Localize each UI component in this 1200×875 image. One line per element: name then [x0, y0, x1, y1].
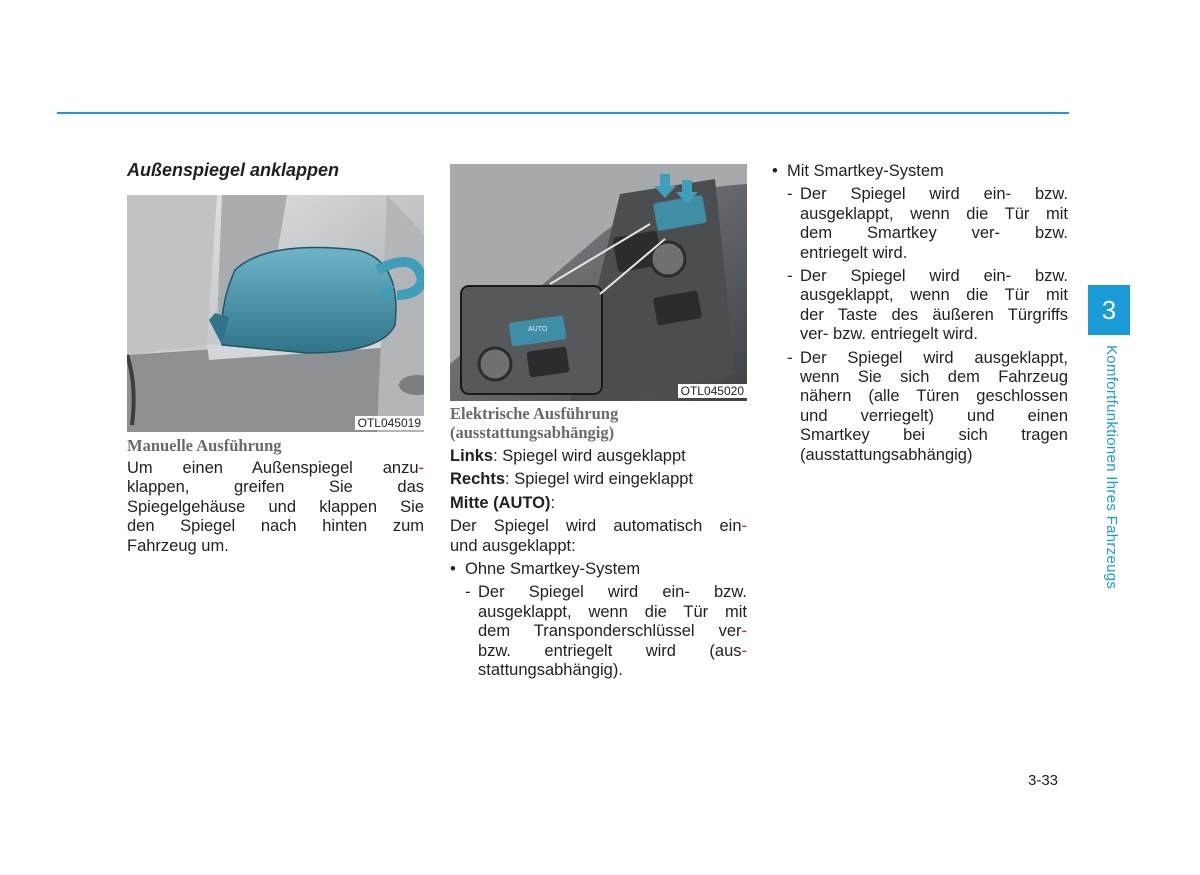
- dash-item: - Der Spiegel wird ausgeklappt, wenn Sie sich dem Fahrzeug nähern (alle Türen geschlossen und verriegelt) und einen Smartkey bei sich tragen (ausstattungsabhängig): [787, 349, 1068, 465]
- electric-caption-line2: (ausstattungsabhängig): [450, 423, 615, 442]
- auto-line: Der Spiegel wird automatisch ein-: [450, 517, 747, 536]
- manual-text: [127, 459, 424, 556]
- header-rule: [57, 112, 1069, 114]
- electric-caption: [450, 404, 618, 442]
- auto-line: und ausgeklappt:: [450, 536, 576, 555]
- manual-line: den Spiegel nach hinten zum: [127, 517, 424, 536]
- manual-line: Spiegelgehäuse und klappen Sie: [127, 497, 424, 516]
- dash-item: - Der Spiegel wird ein- bzw. ausgeklappt, wenn die Tür mit dem Smartkey ver- bzw. entriegelt wird.: [787, 185, 1068, 263]
- dash-item: - Der Spiegel wird ein- bzw. ausgeklappt, wenn die Tür mit der Taste des äußeren Türgriffs ver- bzw. entriegelt wird.: [787, 267, 1068, 345]
- manual-caption: Manuelle Ausführung: [127, 436, 282, 455]
- rechts-row: Rechts: Spiegel wird eingeklappt: [450, 470, 694, 489]
- mirror-illustration: [127, 195, 424, 432]
- bullet-item: • Ohne Smartkey-System: [450, 560, 747, 579]
- page-number: 3-33: [1028, 772, 1059, 789]
- switch-illustration: [450, 164, 747, 401]
- electric-caption-line1: Elektrische Ausführung: [450, 404, 619, 423]
- chapter-title: Komfortfunktionen Ihres Fahrzeugs: [1103, 345, 1120, 590]
- electric-switch-figure: [450, 164, 747, 401]
- auto-switch-label: AUTO: [528, 326, 548, 333]
- manual-mirror-figure: [127, 195, 424, 432]
- bullet-item: • Mit Smartkey-System: [772, 162, 1068, 181]
- smartkey-text: [772, 162, 1068, 465]
- manual-line: Um einen Außenspiegel anzu-: [127, 459, 424, 477]
- chapter-number: 3: [1088, 285, 1130, 335]
- dash-item: - Der Spiegel wird ein- bzw. ausgeklappt, wenn die Tür mit dem Transponderschlüssel ver- bzw. entriegelt wird (aus- stattungsabhängig).: [465, 583, 747, 680]
- section-title: Außenspiegel anklappen: [127, 160, 340, 180]
- links-row: Links: Spiegel wird ausgeklappt: [450, 447, 686, 465]
- mitte-row: Mitte (AUTO):: [450, 493, 556, 512]
- figure-code: OTL045019: [355, 416, 424, 430]
- figure-code: OTL045020: [678, 384, 747, 398]
- manual-line: klappen, greifen Sie das: [127, 478, 424, 497]
- electric-text: [450, 447, 747, 680]
- manual-line: Fahrzeug um.: [127, 536, 229, 555]
